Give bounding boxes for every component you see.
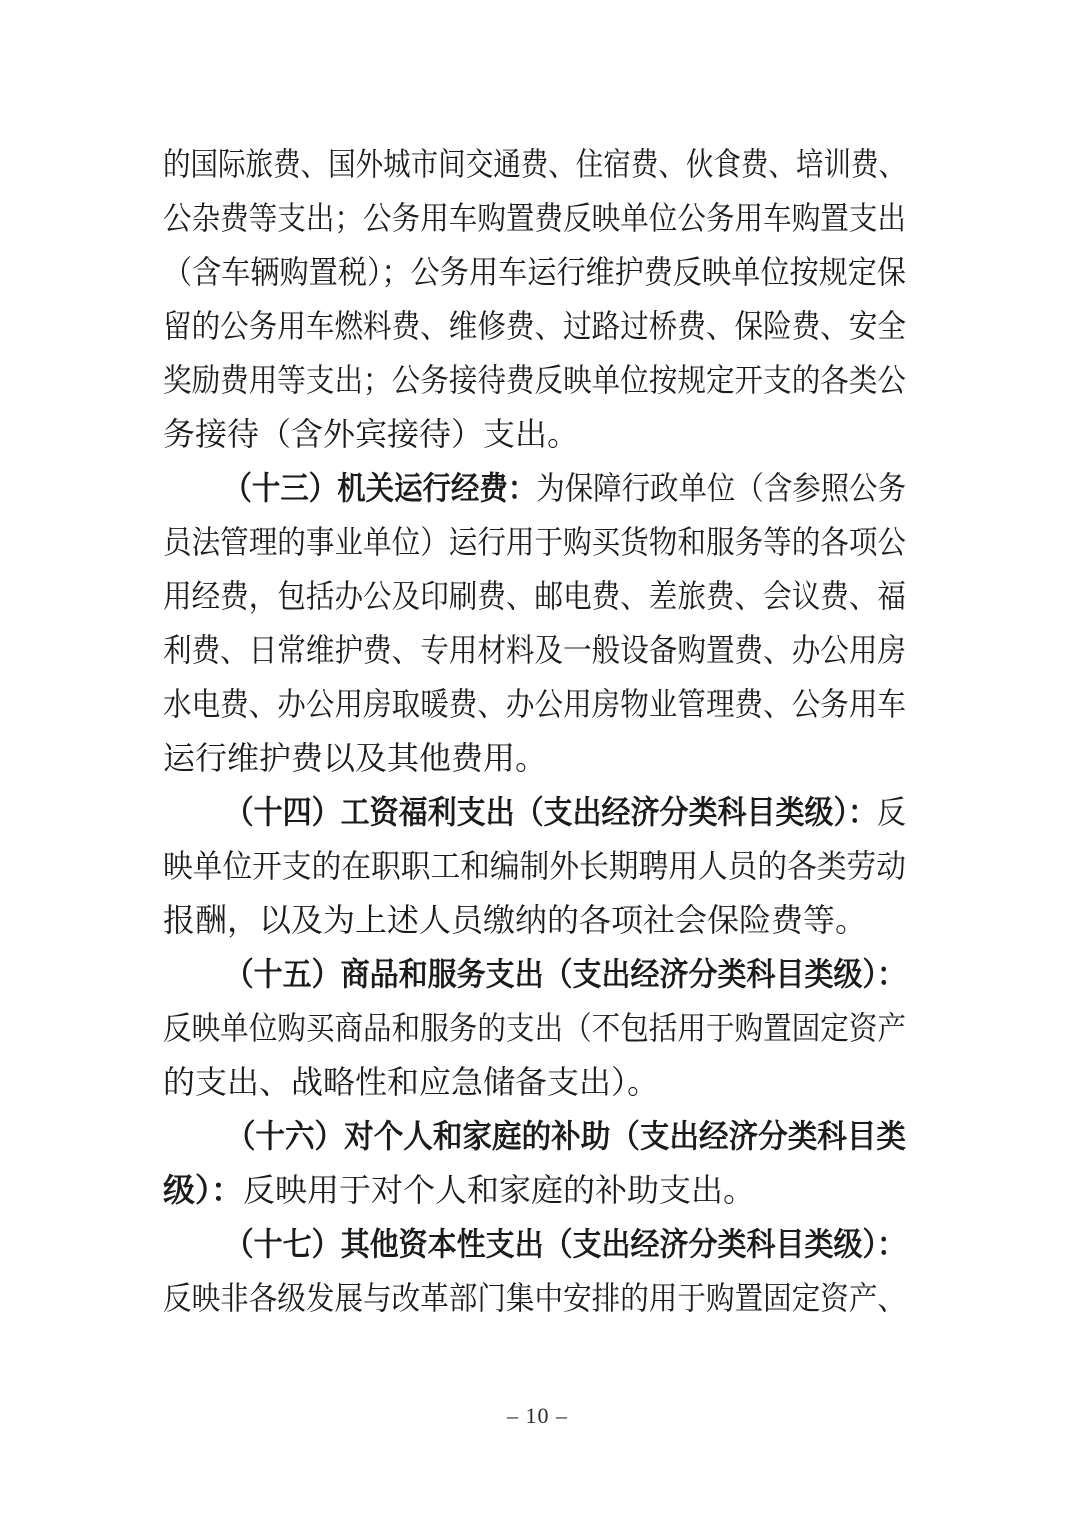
paragraph-first-line: [163, 1109, 907, 1163]
text-line: [163, 299, 907, 353]
body-text: 反映非各级发展与改革部门集中安排的用于购置固定资产、: [163, 1280, 907, 1316]
text-line: [163, 1271, 907, 1325]
document-text-block: [163, 137, 906, 1325]
text-line: [163, 893, 906, 947]
body-text: 映单位开支的在职职工和编制外长期聘用人员的各类劳动: [163, 848, 907, 884]
text-line: [163, 353, 907, 407]
section-heading-text: 级）：: [163, 1172, 244, 1208]
paragraph-first-line: [163, 785, 907, 839]
section-heading-text: （十五）商品和服务支出（支出经济分类科目类级）：: [224, 956, 907, 992]
text-line: [163, 623, 907, 677]
body-text: 为保障行政单位（含参照公务: [536, 470, 907, 506]
page-number: – 10 –: [507, 1403, 568, 1428]
text-line: [163, 1163, 906, 1217]
body-text: 公杂费等支出；公务用车购置费反映单位公务用车购置支出: [163, 200, 907, 236]
text-line: [163, 839, 907, 893]
text-line: [163, 677, 907, 731]
body-text: 水电费、办公用房取暖费、办公用房物业管理费、公务用车: [163, 686, 907, 722]
text-line: [163, 731, 906, 785]
text-line: [163, 245, 907, 299]
paragraph-first-line: [163, 461, 907, 515]
section-heading-text: （十七）其他资本性支出（支出经济分类科目类级）：: [224, 1226, 907, 1262]
text-line: [163, 1001, 907, 1055]
body-text: 员法管理的事业单位）运行用于购买货物和服务等的各项公: [163, 524, 907, 560]
section-heading-text: （十三）机关运行经费：: [223, 470, 537, 506]
body-text: 的支出、战略性和应急储备支出）。: [163, 1064, 660, 1100]
section-heading-text: （十四）工资福利支出（支出经济分类科目类级）：: [224, 794, 878, 830]
body-text: 用经费，包括办公及印刷费、邮电费、差旅费、会议费、福: [163, 578, 907, 614]
body-text: 利费、日常维护费、专用材料及一般设备购置费、办公用房: [163, 632, 907, 668]
text-line: [163, 569, 907, 623]
body-text: 的国际旅费、国外城市间交通费、住宿费、伙食费、培训费、: [163, 146, 907, 182]
body-text: 奖励费用等支出；公务接待费反映单位按规定开支的各类公: [163, 362, 907, 398]
body-text: 报酬，以及为上述人员缴纳的各项社会保险费等。: [163, 902, 868, 938]
text-line: [163, 137, 907, 191]
text-line: [163, 191, 907, 245]
body-text: 留的公务用车燃料费、维修费、过路过桥费、保险费、安全: [163, 308, 907, 344]
text-line: [163, 1055, 906, 1109]
body-text: 运行维护费以及其他费用。: [163, 740, 548, 776]
paragraph-first-line: [163, 947, 907, 1001]
text-line: [163, 407, 906, 461]
section-heading-text: （十六）对个人和家庭的补助（支出经济分类科目类: [225, 1118, 907, 1154]
body-text: （含车辆购置税）；公务用车运行维护费反映单位按规定保: [163, 254, 907, 290]
body-text: 务接待（含外宾接待）支出。: [163, 416, 580, 452]
body-text: 反映单位购买商品和服务的支出（不包括用于购置固定资产: [163, 1010, 907, 1046]
text-line: [163, 515, 907, 569]
body-text: 反映用于对个人和家庭的补助支出。: [243, 1172, 756, 1208]
body-text: 反: [877, 794, 907, 830]
paragraph-first-line: [163, 1217, 907, 1271]
